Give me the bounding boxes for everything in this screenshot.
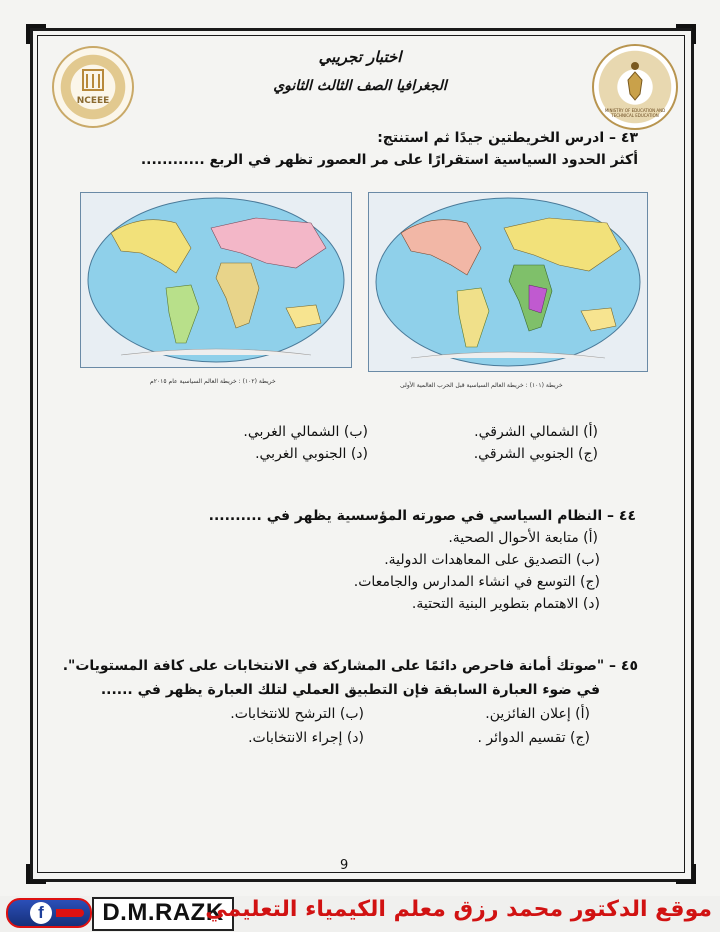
q44-option-b[interactable]: (ب) التصديق على المعاهدات الدولية. (384, 552, 600, 568)
q45-option-c[interactable]: (ج) تقسيم الدوائر . (477, 730, 590, 746)
corner-ornament (676, 864, 696, 884)
ministry-logo-label: MINISTRY OF EDUCATION AND TECHNICAL EDUCATION (604, 108, 666, 118)
facebook-badge[interactable] (6, 898, 92, 928)
world-map-pre-ww1 (368, 192, 648, 372)
swoosh-icon (56, 909, 84, 917)
map-2015-caption: خريطة (١٠٢) : خريطة العالم السياسية عام ٢٠١٥م (150, 378, 276, 385)
q45-option-d[interactable]: (د) إجراء الانتخابات. (248, 730, 364, 746)
question-45-stem: ٤٥ – "صوتك أمانة فاحرص دائمًا على المشاركة في الانتخابات على كافة المستويات". (62, 658, 638, 674)
question-43-stem: ٤٣ – ادرس الخريطتين جيدًا ثم استنتج: (377, 130, 638, 146)
q45-option-a[interactable]: (أ) إعلان الفائزين. (485, 706, 590, 722)
map-pre-ww1-caption: خريطة (١٠١) : خريطة العالم السياسية قبل الحرب العالمية الأولى (400, 382, 563, 389)
corner-ornament (676, 24, 696, 44)
facebook-icon (30, 902, 52, 924)
q43-option-b[interactable]: (ب) الشمالي الغربي. (243, 424, 368, 440)
q44-option-a[interactable]: (أ) متابعة الأحوال الصحية. (448, 530, 598, 546)
facebook-letter: f (38, 903, 44, 922)
corner-ornament (26, 24, 46, 44)
brand-label: D.M.RAZK (92, 897, 234, 931)
exam-subtitle: الجغرافيا الصف الثالث الثانوي (273, 78, 447, 94)
q44-option-d[interactable]: (د) الاهتمام بتطوير البنية التحتية. (411, 596, 600, 612)
q43-option-d[interactable]: (د) الجنوبي الغربي. (255, 446, 368, 462)
question-45-prompt: في ضوء العبارة السابقة فإن التطبيق العملي لتلك العبارة يظهر في ...... (100, 682, 600, 698)
question-43-prompt: أكثر الحدود السياسية استقرارًا على مر العصور تظهر في الربع ............ (140, 152, 638, 168)
footer-site-text: موقع الدكتور محمد رزق معلم الكيمياء التعليمي (205, 897, 712, 922)
world-map-2015 (80, 192, 352, 368)
q43-option-a[interactable]: (أ) الشمالي الشرقي. (474, 424, 598, 440)
exam-title: اختبار تجريبي (318, 48, 402, 66)
nceee-logo-label: NCEEE (76, 96, 110, 106)
q45-option-b[interactable]: (ب) الترشح للانتخابات. (230, 706, 364, 722)
q43-option-c[interactable]: (ج) الجنوبي الشرقي. (473, 446, 598, 462)
q44-option-c[interactable]: (ج) التوسع في انشاء المدارس والجامعات. (353, 574, 600, 590)
page-number: 9 (340, 858, 349, 873)
question-44-stem: ٤٤ – النظام السياسي في صورته المؤسسية يظهر في .......... (208, 508, 636, 524)
corner-ornament (26, 864, 46, 884)
